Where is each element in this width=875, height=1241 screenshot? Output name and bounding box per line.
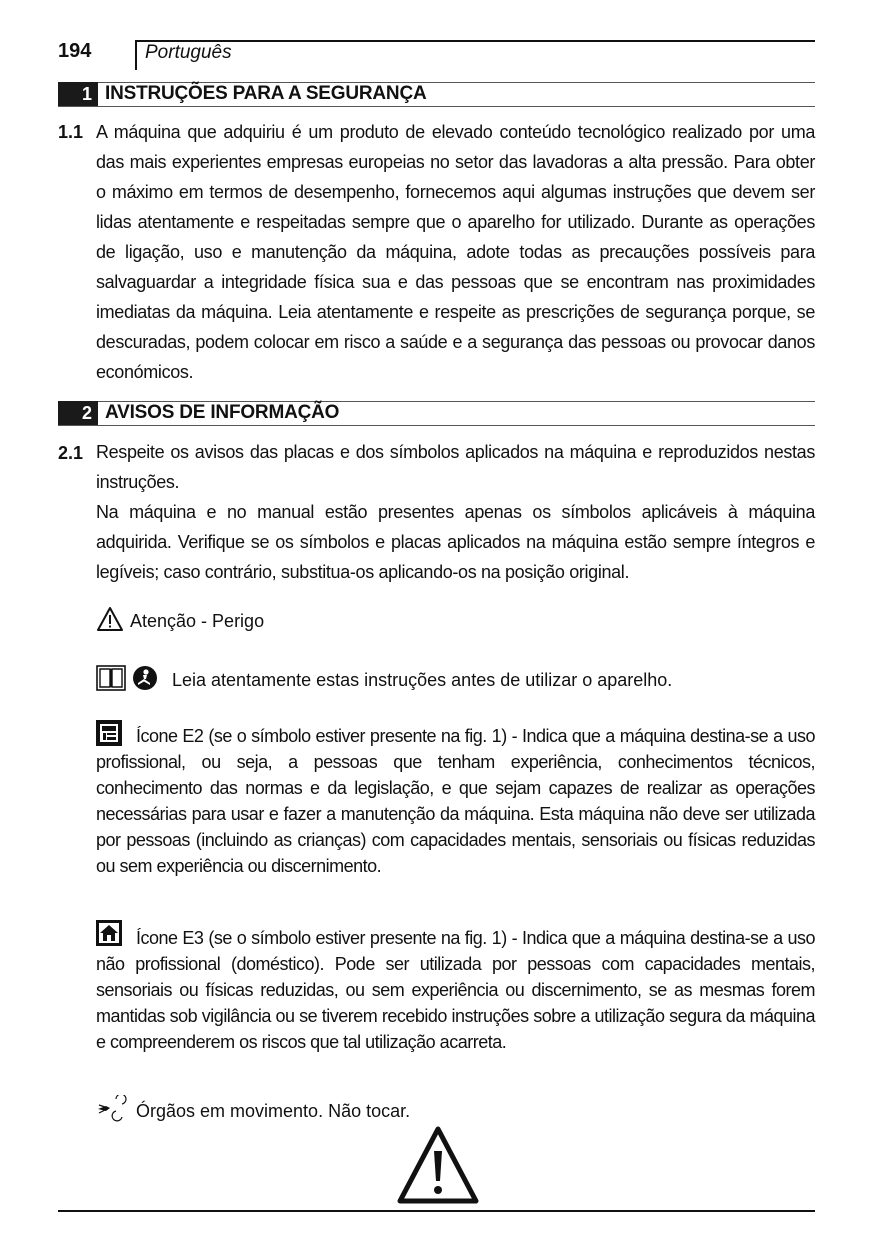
paragraph-2-1-a: Respeite os avisos das placas e dos símbolos aplicados na máquina e reproduzidos nestas instruções. bbox=[96, 442, 815, 492]
header-rule bbox=[135, 40, 815, 42]
bottom-rule bbox=[58, 1210, 815, 1212]
language-label: Português bbox=[145, 42, 232, 63]
paragraph-2-1-b: Na máquina e no manual estão presentes apenas os símbolos aplicáveis à máquina adquirida. Verifique se os símbolos e placas aplicados na máquina estão sempre íntegros e legíveis; caso contrário, substitua-os aplicando-os na posição original. bbox=[96, 502, 815, 582]
paragraph-1-1-number: 1.1 bbox=[58, 122, 84, 142]
icon-e2-text: Ícone E2 (se o símbolo estiver presente na fig. 1) - Indica que a máquina destina-se a uso profissional, ou seja, a pessoas que tenham experiência, conhecimentos técnicos, conhecimento das normas e da legislação, e que sejam capazes de realizar as operações necessárias para usar e fazer a manutenção da máquina. Esta máquina não deve ser utilizada por pessoas (incluindo as crianças) com capacidades mentais, sensoriais ou físicas reduzidas ou sem experiência ou discernimento. bbox=[96, 726, 815, 876]
section-2-title: AVISOS DE INFORMAÇÃO bbox=[105, 402, 340, 423]
manual-book-icon bbox=[96, 664, 126, 697]
icon-e3-text: Ícone E3 (se o símbolo estiver presente na fig. 1) - Indica que a máquina destina-se a uso não profissional (doméstico). Pode ser utilizada por pessoas com capacidades mentais, sensoriais ou físicas reduzidas, ou sem experiência ou discernimento, se as mesmas forem mantidas sob vigilância ou se tiverem recebido instruções sobre a utilização segura da máquina e compreenderem os riscos que tal utilização acarreta. bbox=[96, 928, 815, 1052]
moving-parts-label: Órgãos em movimento. Não tocar. bbox=[136, 1101, 411, 1121]
icon-e2-paragraph bbox=[96, 723, 815, 879]
read-label: Leia atentamente estas instruções antes de utilizar o aparelho. bbox=[172, 670, 673, 690]
section-1-rule bbox=[58, 106, 815, 107]
moving-parts-line bbox=[96, 1095, 410, 1128]
section-1-title: INSTRUÇÕES PARA A SEGURANÇA bbox=[105, 83, 427, 104]
warning-triangle-icon bbox=[96, 606, 124, 637]
icon-e3-paragraph bbox=[96, 925, 815, 1055]
section-2-heading bbox=[58, 401, 815, 427]
section-2-number: 2 bbox=[58, 401, 98, 425]
warning-label: Atenção - Perigo bbox=[130, 611, 265, 631]
warning-line bbox=[96, 606, 264, 637]
moving-parts-icon bbox=[96, 1095, 128, 1128]
paragraph-1-1: A máquina que adquiriu é um produto de elevado conteúdo tecnológico realizado por uma das mais experientes empresas europeias no setor das lavadoras a alta pressão. Para obter o máximo em termos de desempenho, fornecemos aqui algumas instruções que devem ser lidas atentamente e respeitadas sempre que o aparelho for utilizado. Durante as operações de ligação, uso e manutenção da máquina, adote todas as precauções possíveis para salvaguardar a integridade física sua e das pessoas que se encontram nas proximidades imediatas da máquina. Leia atentamente e respeite as prescrições de segurança porque, se descuradas, podem colocar em risco a saúde e a segurança das pessoas ou provocar danos económicos. bbox=[96, 122, 815, 382]
large-warning-triangle-icon bbox=[396, 1125, 480, 1205]
read-manual-line bbox=[96, 664, 672, 697]
header-divider bbox=[135, 40, 137, 70]
page-number: 194 bbox=[58, 40, 92, 62]
paragraph-2-1-number: 2.1 bbox=[58, 443, 84, 463]
read-instructions-icon bbox=[132, 665, 158, 696]
section-1-heading bbox=[58, 82, 815, 108]
page-header bbox=[58, 40, 815, 70]
section-1-number: 1 bbox=[58, 82, 98, 106]
section-2-rule bbox=[58, 425, 815, 426]
